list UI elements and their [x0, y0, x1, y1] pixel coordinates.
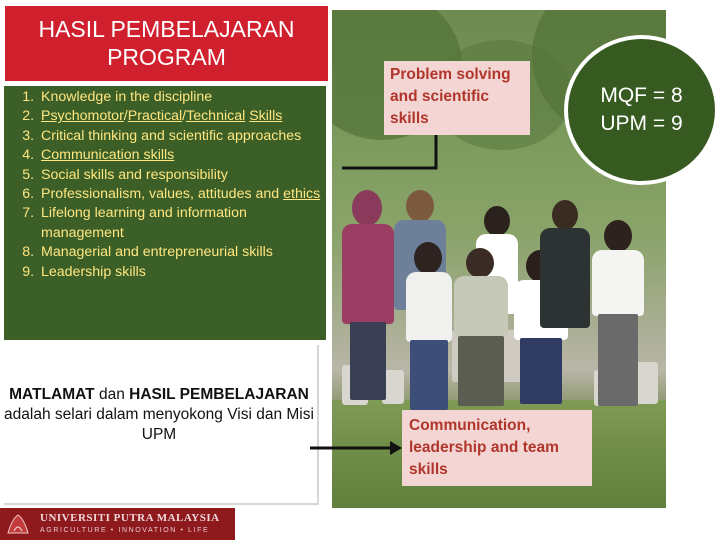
learning-outcome-text: in the discipline	[111, 89, 213, 105]
upm-value: UPM = 9	[600, 112, 683, 135]
learning-outcome-text: Practical	[127, 108, 183, 125]
learning-outcome-text: Technical	[186, 108, 246, 125]
slide-title-line1: HASIL PEMBELAJARAN	[38, 16, 295, 42]
learning-outcome-text: Leadership skills	[41, 263, 146, 280]
footer-banner	[0, 508, 720, 540]
learning-outcome-text: ethics	[283, 186, 321, 203]
matlamat-bold-2: HASIL PEMBELAJARAN	[129, 386, 309, 403]
matlamat-text-2: adalah selari dalam menyokong Visi dan Misi UPM	[4, 406, 314, 443]
matlamat-text-1: dan	[94, 386, 130, 403]
learning-outcome-text: Skills	[249, 108, 283, 125]
learning-outcome-text: Professionalism, values, attitudes and	[41, 186, 284, 203]
learning-outcome-text: Social skills and responsibility	[41, 166, 228, 183]
problem-solving-callout: Problem solving and scientific skills	[384, 61, 530, 135]
slide-title-line2: PROGRAM	[107, 44, 226, 70]
university-tagline: AGRICULTURE • INNOVATION • LIFE	[40, 527, 210, 534]
communication-callout: Communication, leadership and team skills	[402, 410, 592, 486]
learning-outcome-text: Critical thinking and scientific approaches	[41, 127, 302, 144]
learning-outcome-text: Lifelong learning and information management	[41, 205, 247, 241]
learning-outcome-text: /	[123, 108, 128, 125]
learning-outcome-text: Communication skills	[41, 147, 175, 164]
learning-outcome-text: Psychomotor	[41, 108, 124, 125]
learning-outcome-text: Managerial and entrepreneurial skills	[41, 244, 273, 261]
mqf-upm-circle	[564, 35, 719, 185]
university-name: UNIVERSITI PUTRA MALAYSIA	[40, 512, 220, 524]
communication-connector-arrow	[310, 441, 402, 455]
matlamat-bold-1: MATLAMAT	[9, 386, 95, 403]
footer-brand-bar	[0, 508, 235, 540]
learning-outcome-text: Knowledge	[41, 89, 112, 105]
problem-connector-line	[342, 135, 436, 168]
upm-crest-icon	[6, 513, 30, 535]
mqf-value: MQF = 8	[600, 84, 683, 107]
learning-outcome-text: /	[182, 108, 187, 125]
